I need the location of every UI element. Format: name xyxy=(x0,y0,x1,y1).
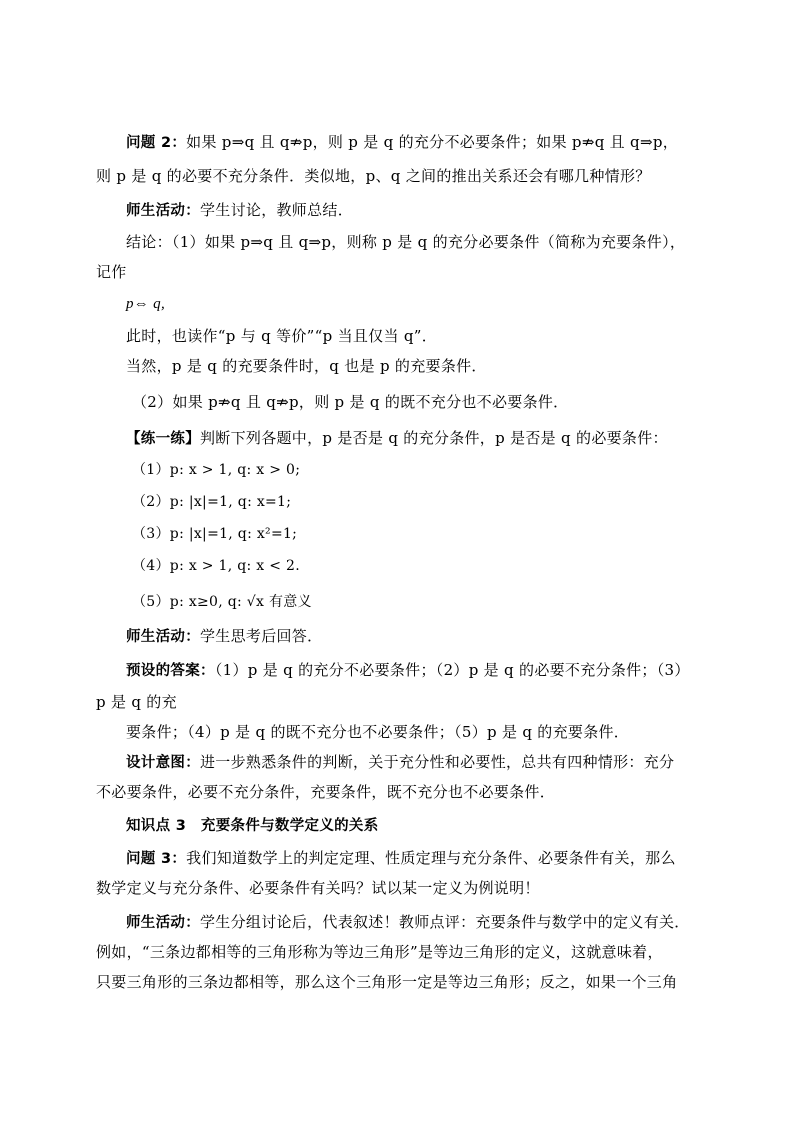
practice-intro xyxy=(126,428,668,449)
activity-label-3: 师生活动： xyxy=(126,915,200,931)
activity-line-2 xyxy=(96,942,663,962)
preset-answer-text-1: （1）p 是 q 的充分不必要条件；（2）p 是 q 的必要不充分条件；（3） xyxy=(214,661,690,679)
activity-text-2: 学生思考后回答． xyxy=(200,627,323,645)
activity-text-3: 学生分组讨论后，代表叙述！教师点评：充要条件与数学中的定义有关． xyxy=(200,913,690,931)
question-3-line-2 xyxy=(96,878,540,898)
question-3-text-2: 数学定义与充分条件、必要条件有关吗？试以某一定义为例说明！ xyxy=(96,879,540,897)
question-3-line-1 xyxy=(126,848,676,869)
design-intent-text-1: 进一步熟悉条件的判断，关于充分性和必要性，总共有四种情形：充分 xyxy=(200,753,675,771)
practice-item-2: （2）p: |x|=1, q: x=1; xyxy=(132,494,292,510)
question-2-line-2 xyxy=(96,166,651,186)
conclusion-line-3 xyxy=(126,326,437,346)
activity-text-4: 例如，“三条边都相等的三角形称为等边三角形”是等边三角形的定义，这就意味着， xyxy=(96,943,663,961)
section-title-knowledge-point-3: 知识点 3 充要条件与数学定义的关系 xyxy=(126,818,379,834)
question-2-label: 问题 2： xyxy=(126,135,187,151)
preset-answer-line-2 xyxy=(96,692,177,712)
teacher-student-activity-2 xyxy=(126,626,322,647)
design-intent-line-2 xyxy=(96,782,555,802)
conclusion-text-3: 此时，也读作“p 与 q 等价”“p 当且仅当 q”． xyxy=(126,327,438,345)
preset-answer-text-2: p 是 q 的充 xyxy=(96,693,177,711)
practice-item-5: （5）p: x≥0, q: √x 有意义 xyxy=(132,594,312,610)
activity-label-1: 师生活动： xyxy=(126,203,200,219)
design-intent-text-2: 不必要条件，必要不充分条件，充要条件，既不充分也不必要条件． xyxy=(96,783,556,801)
equivalence-expression: p⇔ q, xyxy=(126,296,165,312)
teacher-student-activity-1 xyxy=(126,200,353,221)
activity-line-3 xyxy=(96,972,677,992)
practice-item-3: （3）p: |x|=1, q: x²=1; xyxy=(132,526,298,542)
conclusion-line-1 xyxy=(126,232,685,252)
conclusion-line-2 xyxy=(96,262,127,282)
practice-text: 判断下列各题中，p 是否是 q 的充分条件，p 是否是 q 的必要条件： xyxy=(200,429,668,447)
question-2-line-1 xyxy=(126,132,678,153)
activity-label-2: 师生活动： xyxy=(126,629,200,645)
conclusion-text-2: 记作 xyxy=(96,263,127,281)
conclusion-text-5: （2）如果 p⇏q 且 q⇏p，则 p 是 q 的既不充分也不必要条件． xyxy=(132,393,569,411)
preset-answer-label: 预设的答案： xyxy=(126,663,215,679)
question-3-label: 问题 3： xyxy=(126,851,187,867)
preset-answer-line-3 xyxy=(126,722,629,742)
conclusion-text-4: 当然，p 是 q 的充要条件时，q 也是 p 的充要条件． xyxy=(126,357,487,375)
activity-text-5: 只要三角形的三条边都相等，那么这个三角形一定是等边三角形；反之，如果一个三角 xyxy=(96,973,678,991)
preset-answer-text-3: 要条件；（4）p 是 q 的既不充分也不必要条件；（5）p 是 q 的充要条件． xyxy=(126,723,630,741)
teacher-student-activity-3 xyxy=(126,912,690,933)
design-intent-line-1 xyxy=(126,752,674,773)
preset-answer-line-1 xyxy=(126,660,690,681)
conclusion-line-5 xyxy=(132,392,568,412)
conclusion-line-4 xyxy=(126,356,487,376)
conclusion-text-1: 结论：（1）如果 p⇒q 且 q⇒p，则称 p 是 q 的充分必要条件（简称为充要条件）， xyxy=(126,233,686,251)
question-2-text-2: 则 p 是 q 的必要不充分条件．类似地，p、q 之间的推出关系还会有哪几种情形？ xyxy=(96,167,651,185)
question-2-text: 如果 p⇒q 且 q⇏p，则 p 是 q 的充分不必要条件；如果 p⇏q 且 q⇒p， xyxy=(186,133,679,151)
practice-item-4: （4）p: x > 1, q: x < 2. xyxy=(132,558,300,574)
practice-item-1: （1）p: x > 1, q: x > 0; xyxy=(132,462,301,478)
question-3-text-1: 我们知道数学上的判定定理、性质定理与充分条件、必要条件有关，那么 xyxy=(186,849,676,867)
activity-text-1: 学生讨论，教师总结． xyxy=(200,201,354,219)
practice-label: 【练一练】 xyxy=(126,431,200,447)
design-intent-label: 设计意图： xyxy=(126,755,200,771)
